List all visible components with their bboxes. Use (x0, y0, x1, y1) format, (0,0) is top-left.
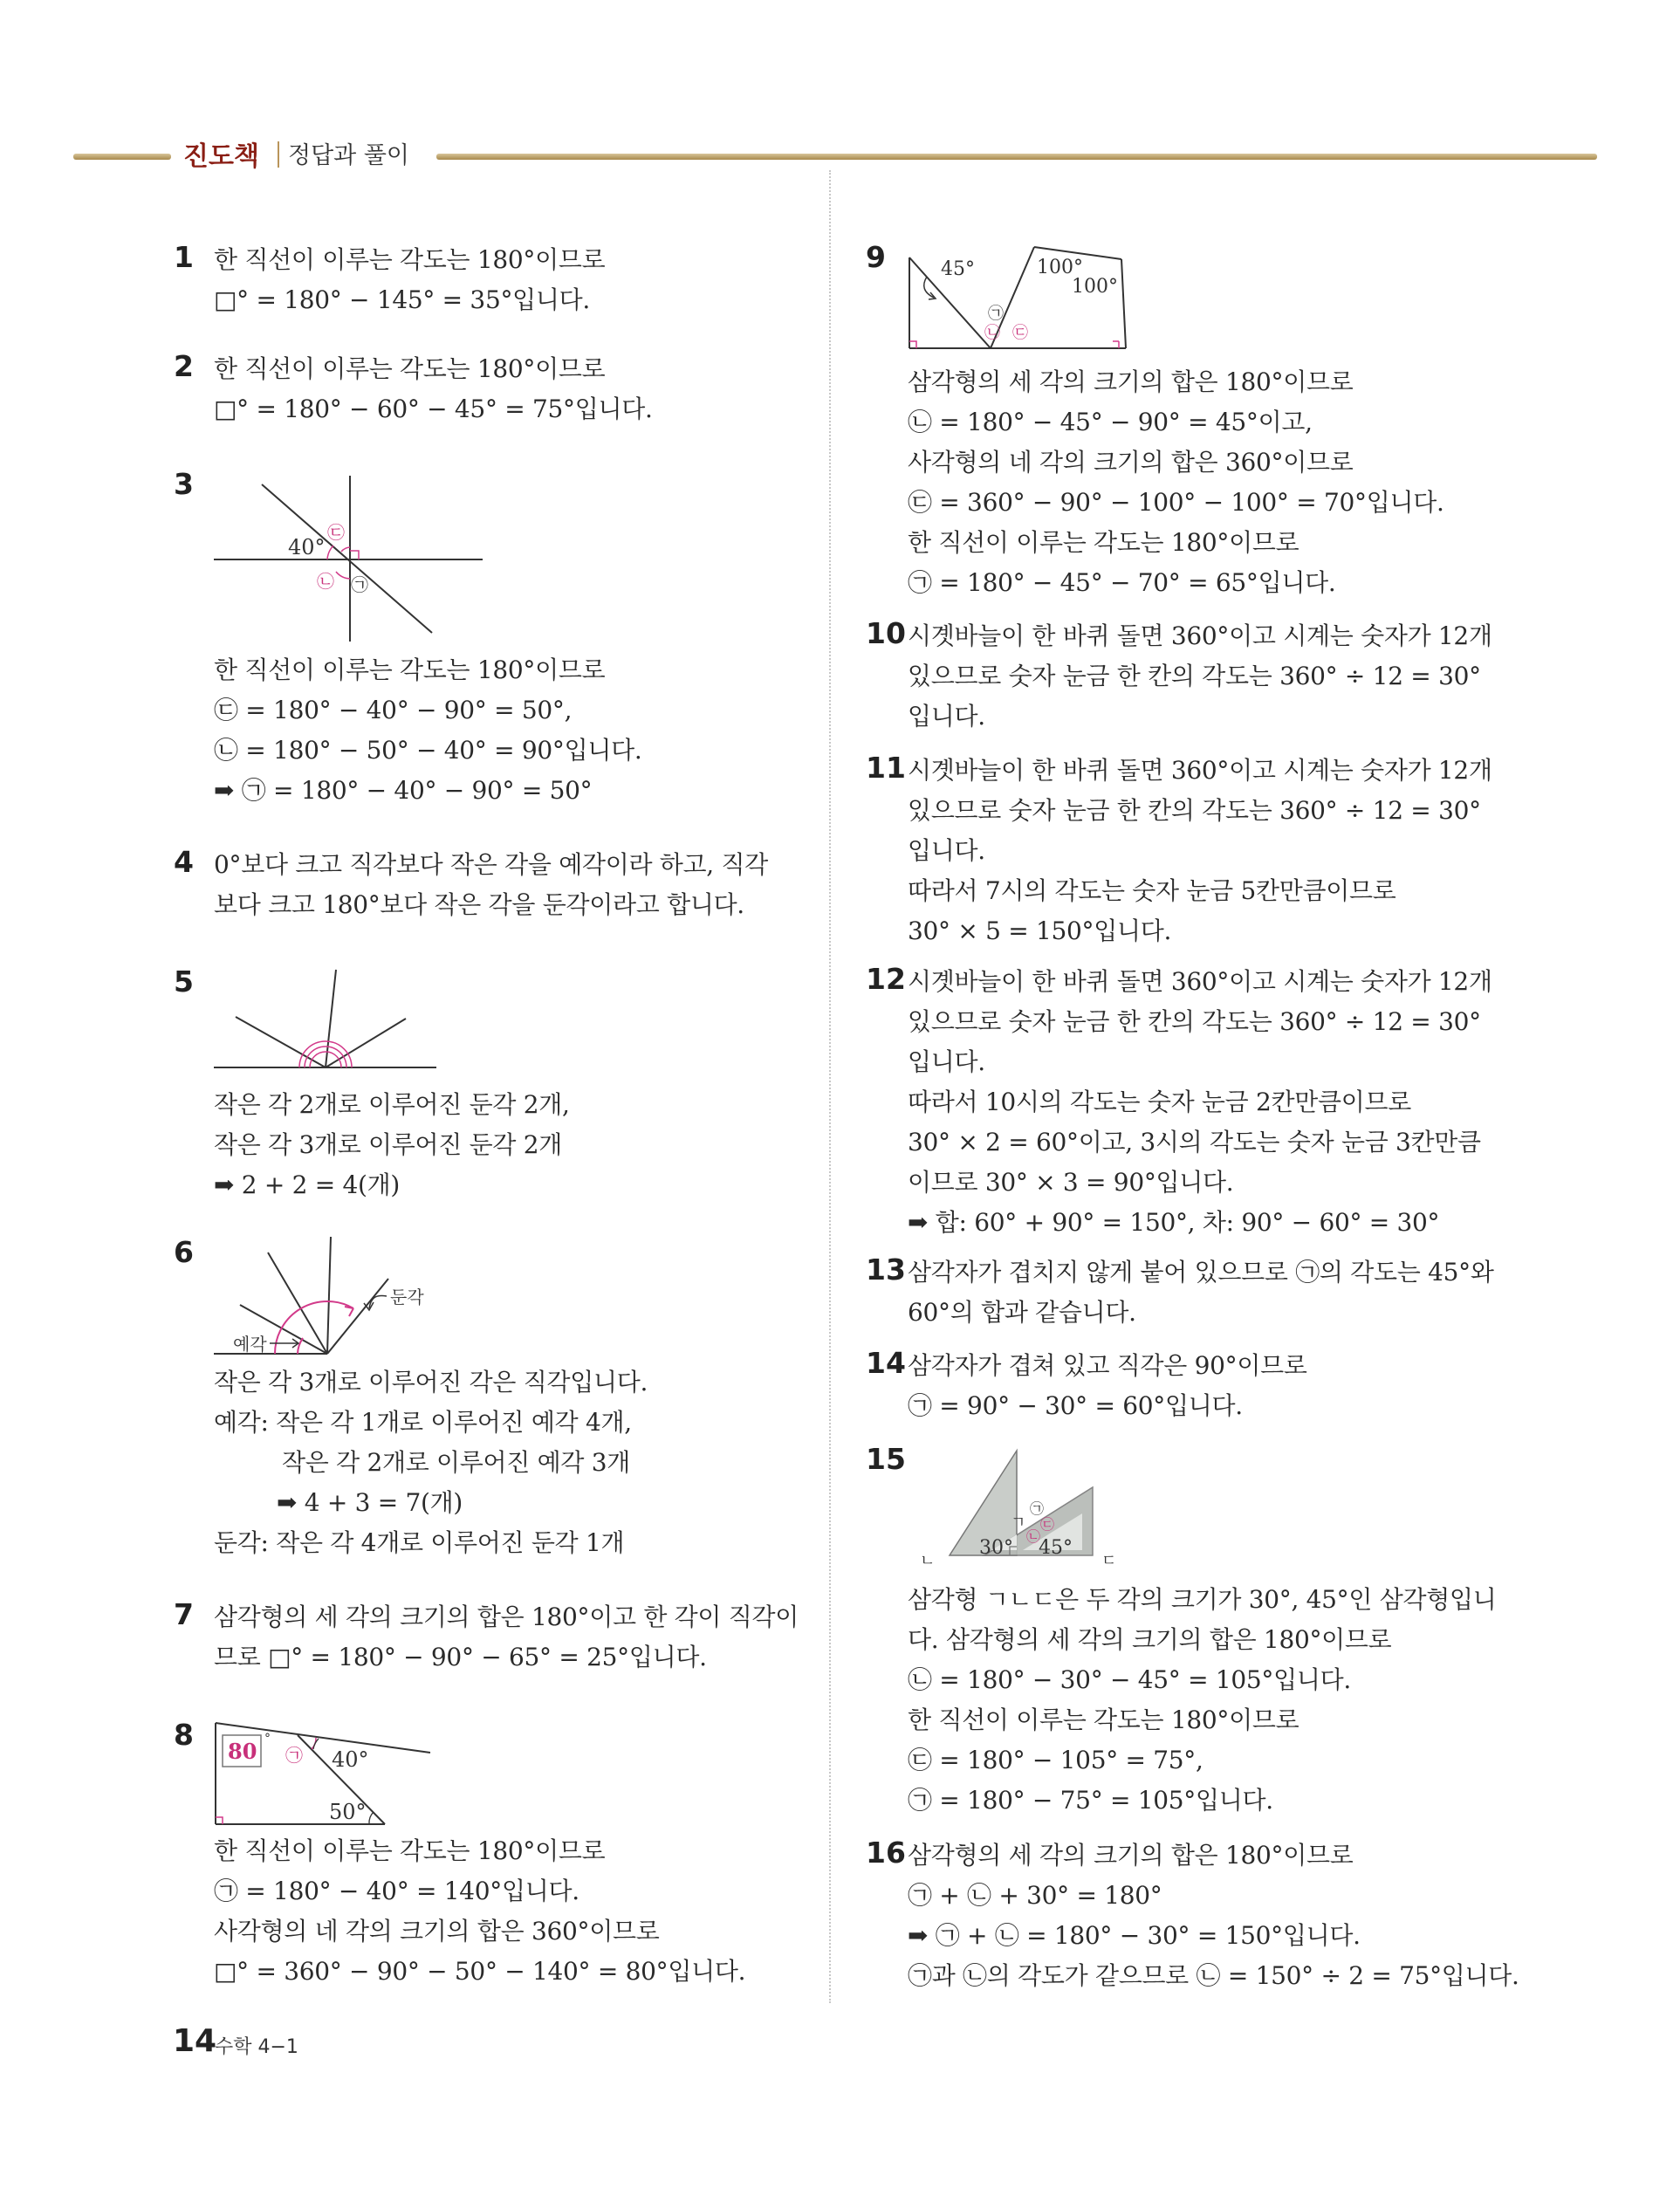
solution-line: ㉠ = 180° − 75° = 105°입니다. (908, 1786, 1273, 1815)
problem-3-figure (214, 467, 493, 642)
problem-2 (174, 349, 653, 429)
problem-9-text (908, 362, 1444, 603)
solution-line: 삼각형의 세 각의 크기의 합은 180°이므로 (908, 1841, 1354, 1870)
marker-a: ㉠ (285, 1745, 303, 1766)
solution-line: 한 직선이 이루는 각도는 180°이므로 (214, 245, 606, 274)
solution-line: 시곗바늘이 한 바퀴 돌면 360°이고 시계는 숫자가 12개 (908, 621, 1492, 650)
problem-number: 16 (866, 1836, 906, 1870)
solution-line: 있으므로 숫자 눈금 한 칸의 각도는 360° ÷ 12 = 30° (908, 796, 1481, 825)
marker-c: ㉢ (1012, 324, 1028, 342)
solution-line: 보다 크고 180°보다 작은 각을 둔각이라고 합니다. (214, 890, 744, 919)
solution-line: 60°의 합과 같습니다. (908, 1298, 1136, 1327)
marker-a: ㉠ (351, 574, 368, 595)
problem-number: 8 (174, 1718, 194, 1752)
marker-c: ㉢ (327, 522, 345, 543)
solution-line: 예각: 작은 각 1개로 이루어진 예각 4개, (214, 1408, 632, 1437)
marker-a: ㉠ (1030, 1500, 1045, 1517)
problem-3-text (214, 650, 641, 811)
problem-8-figure (214, 1718, 441, 1831)
solution-line: ㉠ = 180° − 40° = 140°입니다. (214, 1877, 579, 1905)
solution-line: ➡ ㉠ = 180° − 40° − 90° = 50° (214, 776, 593, 805)
solution-line: 한 직선이 이루는 각도는 180°이므로 (908, 1705, 1299, 1734)
solution-line: □° = 180° − 145° = 35°입니다. (214, 285, 591, 314)
problem-14 (866, 1346, 1307, 1426)
solution-line: ㉠ = 180° − 45° − 70° = 65°입니다. (908, 568, 1336, 597)
problem-7 (174, 1597, 799, 1678)
solution-line: ➡ ㉠ + ㉡ = 180° − 30° = 150°입니다. (908, 1921, 1361, 1950)
solution-line: □° = 360° − 90° − 50° − 140° = 80°입니다. (214, 1957, 746, 1986)
solution-line: 사각형의 네 각의 크기의 합은 360°이므로 (214, 1917, 660, 1946)
problem-number: 5 (174, 964, 194, 999)
solution-line: 작은 각 2개로 이루어진 둔각 2개, (214, 1090, 570, 1119)
solution-line: 30° × 2 = 60°이고, 3시의 각도는 숫자 눈금 3칸만큼 (908, 1128, 1481, 1156)
marker-b: ㉡ (317, 571, 334, 592)
solution-line: 시곗바늘이 한 바퀴 돌면 360°이고 시계는 숫자가 12개 (908, 756, 1492, 785)
vertex-n: ㄴ (920, 1552, 936, 1570)
problem-number: 11 (866, 751, 906, 785)
problem-number: 3 (174, 467, 194, 501)
solution-line: ㉠ = 90° − 30° = 60°입니다. (908, 1391, 1243, 1420)
problem-15-figure (908, 1442, 1117, 1573)
obtuse-label: 둔각 (390, 1287, 424, 1307)
problem-4 (174, 845, 768, 925)
solution-line: 30° × 5 = 150°입니다. (908, 916, 1172, 945)
solution-line: 삼각자가 겹쳐 있고 직각은 90°이므로 (908, 1351, 1307, 1380)
solution-line: 따라서 7시의 각도는 숫자 눈금 5칸만큼이므로 (908, 876, 1396, 905)
solution-line: ㉡ = 180° − 45° − 90° = 45°이고, (908, 408, 1313, 436)
angle-label-45: 45° (941, 258, 975, 280)
problem-number: 6 (174, 1235, 194, 1269)
solution-line: ㉢ = 360° − 90° − 100° − 100° = 70°입니다. (908, 488, 1444, 517)
problem-number: 13 (866, 1252, 906, 1287)
marker-a: ㉠ (988, 305, 1004, 323)
header-title: 진도책 (183, 141, 259, 172)
angle-label-40: 40° (288, 535, 326, 559)
answer-box-value: 80 (228, 1739, 257, 1764)
problem-1 (174, 240, 606, 320)
solution-line: 따라서 10시의 각도는 숫자 눈금 2칸만큼이므로 (908, 1088, 1412, 1116)
problem-8-text (214, 1831, 745, 1992)
solution-line: 이므로 30° × 3 = 90°입니다. (908, 1168, 1234, 1197)
solution-line: 입니다. (908, 1047, 985, 1076)
marker-c: ㉢ (1040, 1516, 1055, 1533)
solution-line: 삼각형 ㄱㄴㄷ은 두 각의 크기가 30°, 45°인 삼각형입니 (908, 1585, 1497, 1614)
solution-line: ➡ 합: 60° + 90° = 150°, 차: 90° − 60° = 30° (908, 1208, 1440, 1237)
problem-13 (866, 1252, 1494, 1333)
problem-10 (866, 616, 1492, 737)
angle-label-100a: 100° (1037, 257, 1083, 278)
problem-15-text (908, 1580, 1496, 1821)
solution-line: ㉢ = 180° − 105° = 75°, (908, 1746, 1203, 1774)
solution-line: 입니다. (908, 836, 985, 865)
header-subtitle: 정답과 풀이 (288, 142, 409, 169)
solution-line: 한 직선이 이루는 각도는 180°이므로 (214, 655, 606, 684)
problem-number: 15 (866, 1442, 906, 1476)
header-separator (278, 141, 279, 168)
header-rule-right (436, 154, 1597, 160)
problem-number: 2 (174, 349, 194, 383)
book-title: 수학 4−1 (215, 2036, 298, 2058)
problem-number: 10 (866, 616, 906, 650)
solution-line: ㉠과 ㉡의 각도가 같으므로 ㉡ = 150° ÷ 2 = 75°입니다. (908, 1961, 1519, 1990)
vertex-g: ㄱ (1011, 1513, 1026, 1532)
solution-line: ㉡ = 180° − 50° − 40° = 90°입니다. (214, 736, 642, 765)
solution-line: 한 직선이 이루는 각도는 180°이므로 (908, 528, 1299, 557)
solution-line: 있으므로 숫자 눈금 한 칸의 각도는 360° ÷ 12 = 30° (908, 1007, 1481, 1036)
solution-line: 한 직선이 이루는 각도는 180°이므로 (214, 1836, 606, 1865)
problem-5-figure (214, 964, 441, 1078)
problem-number: 7 (174, 1597, 194, 1631)
solution-line: 사각형의 네 각의 크기의 합은 360°이므로 (908, 448, 1354, 477)
page-number: 14 (173, 2023, 217, 2059)
angle-label-45: 45° (1039, 1537, 1073, 1559)
solution-line: 0°보다 크고 직각보다 작은 각을 예각이라 하고, 직각 (214, 850, 768, 879)
problem-number: 9 (866, 240, 886, 274)
problem-9-figure (908, 240, 1135, 358)
angle-label-100b: 100° (1072, 276, 1118, 298)
marker-b: ㉡ (1026, 1528, 1041, 1545)
solution-line: 둔각: 작은 각 4개로 이루어진 둔각 1개 (214, 1528, 625, 1557)
solution-line: ➡ 4 + 3 = 7(개) (277, 1488, 463, 1517)
solution-line: 작은 각 2개로 이루어진 예각 3개 (282, 1448, 631, 1477)
problem-6-figure (214, 1235, 441, 1357)
solution-line: ㉠ + ㉡ + 30° = 180° (908, 1881, 1162, 1910)
solution-line: 입니다. (908, 702, 985, 731)
problem-5-text (214, 1085, 570, 1205)
problem-number: 4 (174, 845, 194, 879)
solution-line: 다. 삼각형의 세 각의 크기의 합은 180°이므로 (908, 1625, 1392, 1654)
solution-line: 므로 □° = 180° − 90° − 65° = 25°입니다. (214, 1643, 707, 1671)
solution-line: 작은 각 3개로 이루어진 각은 직각입니다. (214, 1368, 648, 1397)
column-divider (829, 170, 831, 2003)
acute-label: 예각 (233, 1334, 267, 1355)
problem-number: 1 (174, 240, 194, 274)
problem-16 (866, 1836, 1519, 1996)
solution-line: 시곗바늘이 한 바퀴 돌면 360°이고 시계는 숫자가 12개 (908, 967, 1492, 996)
problem-12 (866, 962, 1492, 1243)
solution-line: ㉡ = 180° − 30° − 45° = 105°입니다. (908, 1665, 1351, 1694)
problem-6-text (214, 1362, 648, 1563)
solution-line: ➡ 2 + 2 = 4(개) (214, 1170, 401, 1199)
page-header (0, 131, 1680, 183)
solution-line: 삼각형의 세 각의 크기의 합은 180°이고 한 각이 직각이 (214, 1602, 799, 1631)
angle-label-50: 50° (329, 1800, 367, 1824)
problem-number: 14 (866, 1346, 906, 1380)
problem-11 (866, 751, 1492, 951)
solution-line: □° = 180° − 60° − 45° = 75°입니다. (214, 395, 653, 423)
solution-line: 삼각자가 겹치지 않게 붙어 있으므로 ㉠의 각도는 45°와 (908, 1258, 1494, 1287)
solution-line: 있으므로 숫자 눈금 한 칸의 각도는 360° ÷ 12 = 30° (908, 662, 1481, 690)
angle-label-30: 30° (979, 1537, 1013, 1559)
svg-text:°: ° (264, 1732, 271, 1746)
solution-line: 작은 각 3개로 이루어진 둔각 2개 (214, 1130, 563, 1159)
solution-line: ㉢ = 180° − 40° − 90° = 50°, (214, 696, 573, 724)
angle-label-40: 40° (332, 1747, 369, 1772)
solution-line: 삼각형의 세 각의 크기의 합은 180°이므로 (908, 367, 1354, 396)
vertex-d: ㄷ (1101, 1552, 1117, 1570)
problem-number: 12 (866, 962, 906, 996)
marker-b: ㉡ (984, 324, 1000, 342)
solution-line: 한 직선이 이루는 각도는 180°이므로 (214, 354, 606, 383)
header-rule-left (73, 154, 171, 160)
